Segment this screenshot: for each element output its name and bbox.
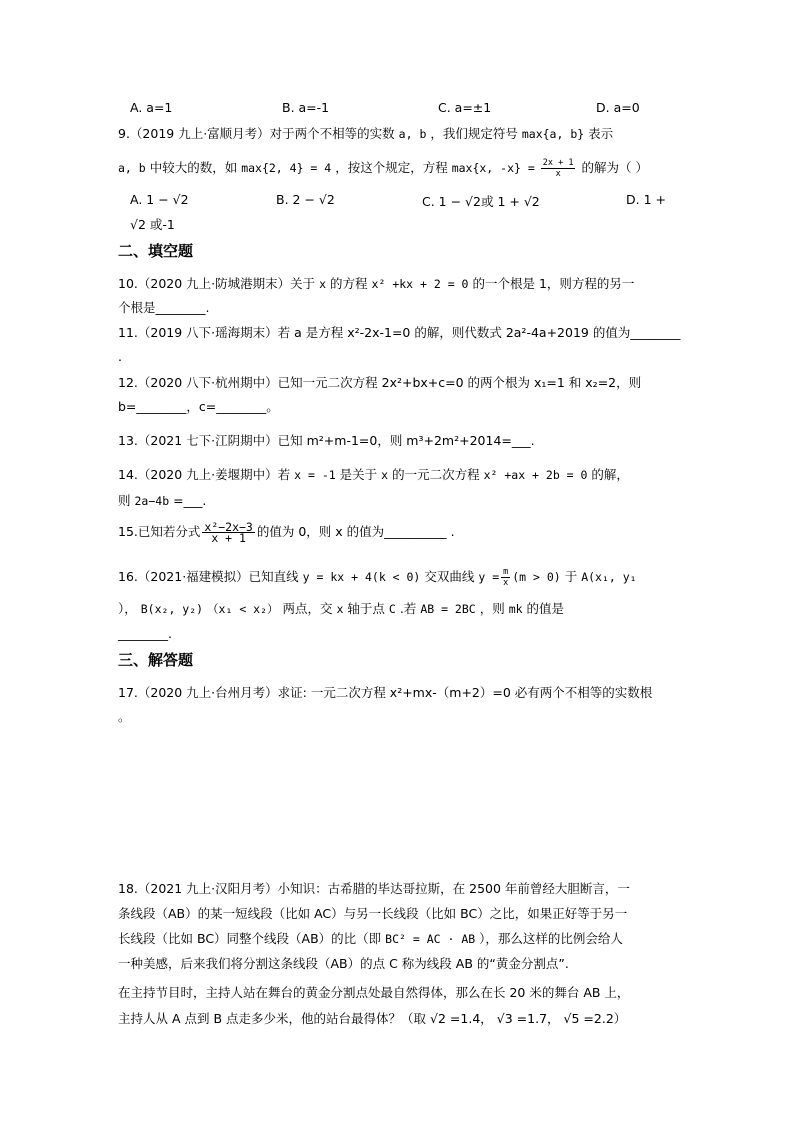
q13-line: 13.（2021 七下·江阴期中）已知 m²+m-1=0，则 m³+2m²+2014=___. bbox=[118, 433, 535, 448]
q14-x: x bbox=[381, 468, 389, 482]
q9-text-2a: 中较大的数，如 bbox=[149, 160, 238, 175]
q18-line-1: 18.（2021 九上·汉阳月考）小知识：古希腊的毕达哥拉斯，在 2500 年前曾经大胆断言，一 bbox=[118, 881, 630, 896]
q16-curve-post: (m > 0) bbox=[512, 570, 561, 584]
q15-line bbox=[118, 522, 676, 543]
q15-fraction bbox=[202, 522, 254, 543]
q9-text-2b: ，按这个规定，方程 bbox=[335, 160, 448, 175]
q9-frac-den: x bbox=[555, 169, 561, 179]
q16-curve-den: x bbox=[503, 578, 509, 588]
q18-text-3a: 长线段（比如 BC）同整个线段（AB）的比（即 bbox=[118, 931, 382, 946]
q9-line-1 bbox=[118, 125, 676, 143]
q9-options bbox=[130, 192, 690, 210]
q16-point-b: B(x₂, y₂) bbox=[140, 602, 204, 616]
q16-curve-pre: y = bbox=[478, 570, 500, 584]
q9-text-end: 表示 bbox=[588, 126, 614, 141]
q16-text-c: 于 bbox=[564, 569, 578, 584]
q9-fraction bbox=[541, 158, 576, 179]
q15-text-pre: 15.已知若分式 bbox=[118, 524, 201, 539]
section-solve: 三、解答题 bbox=[118, 651, 194, 669]
q16-line-2 bbox=[118, 600, 676, 618]
q8-option-c: C. a=±1 bbox=[438, 100, 492, 115]
q14-text-d: 的解， bbox=[591, 467, 629, 482]
q9-ab: a, b bbox=[398, 127, 427, 141]
q14-text-f: =___. bbox=[173, 493, 207, 508]
q18-text-3b: ），那么这样的比例会给人 bbox=[479, 931, 623, 946]
q18-sqrt5: √5 bbox=[563, 1011, 580, 1026]
q16-text-g: .若 bbox=[399, 601, 417, 616]
q16-x-order: （x₁ < x₂） bbox=[207, 602, 279, 616]
q18-golden-ratio-eq: BC² = AC · AB bbox=[385, 932, 476, 946]
q18-line-4: 一种美感，后来我们将分割这条线段（AB）的点 C 称为线段 AB 的“黄金分割点”. bbox=[118, 956, 569, 971]
q16-text-h: ，则 bbox=[479, 601, 505, 616]
q16-text-f: 轴于点 bbox=[347, 601, 385, 616]
q9-frac-num: 2x + 1 bbox=[542, 158, 574, 168]
q18-text-6a: 主持人从 A 点到 B 点走多少米，他的站台最得体？（取 bbox=[118, 1011, 427, 1026]
q18-line-2: 条线段（AB）的某一短线段（比如 AC）与另一长线段（比如 BC）之比，如果正好等于另一 bbox=[118, 906, 628, 921]
q9-example: max{2, 4} = 4 bbox=[241, 161, 332, 175]
q9-text: 9.（2019 九上·富顺月考）对于两个不相等的实数 bbox=[118, 126, 395, 141]
q17-line-2: 。 bbox=[118, 709, 131, 724]
q14-equation: x² +ax + 2b = 0 bbox=[483, 468, 588, 482]
q9-ab-2: a, b bbox=[118, 161, 146, 175]
q16-x: x bbox=[336, 602, 344, 616]
q9-maxab: max{a, b} bbox=[521, 127, 585, 141]
q16-text-i: 的值是 bbox=[526, 601, 565, 616]
q16-line-3: ________. bbox=[118, 626, 172, 641]
q15-text-post: 的值为 0，则 x 的值为__________ . bbox=[256, 524, 455, 539]
q16-line-1 bbox=[118, 567, 676, 588]
q9-equation: max{x, -x} = bbox=[451, 161, 535, 175]
q12-line-2: b=________，c=________。 bbox=[118, 399, 279, 414]
q14-text-b: 是关于 bbox=[339, 467, 378, 482]
q18-sqrt2-value: =1.4， bbox=[449, 1011, 493, 1026]
q18-line-3 bbox=[118, 930, 676, 948]
q16-text-a: 16.（2021·福建模拟）已知直线 bbox=[118, 569, 299, 584]
q14-text-a: 14.（2020 九上·姜堰期中）若 bbox=[118, 467, 291, 482]
q16-mk: mk bbox=[508, 602, 523, 616]
q10-text-c: 的一个根是 1，则方程的另一 bbox=[472, 276, 635, 291]
q14-condition: x = -1 bbox=[294, 468, 336, 482]
q10-text-b: 的方程 bbox=[330, 276, 368, 291]
q9-option-d: D. 1 + bbox=[626, 192, 666, 207]
q16-text-d: ）， bbox=[118, 601, 137, 616]
q8-options bbox=[130, 100, 690, 118]
section-fill-in: 二、填空题 bbox=[118, 242, 194, 260]
q10-line-2: 个根是________. bbox=[118, 300, 210, 315]
q18-line-5: 在主持节目时，主持人站在舞台的黄金分割点处最自然得体，那么在长 20 米的舞台 AB 上， bbox=[118, 985, 630, 1000]
q16-point-c: C bbox=[388, 602, 396, 616]
q10-line-1 bbox=[118, 275, 676, 293]
q9-line-2 bbox=[118, 158, 676, 179]
q16-line-eq: y = kx + 4(k < 0) bbox=[302, 570, 421, 584]
q11-line-2: . bbox=[118, 349, 122, 364]
q14-text-e: 则 bbox=[118, 493, 131, 508]
q14-text-c: 的一元二次方程 bbox=[392, 467, 480, 482]
q16-curve-fraction bbox=[501, 567, 510, 588]
q9-option-d-2: √2 或-1 bbox=[130, 217, 175, 232]
q14-expression: 2a−4b bbox=[134, 494, 170, 508]
q18-sqrt5-value: =2.2） bbox=[583, 1011, 627, 1026]
q10-text-a: 10.（2020 九上·防城港期末）关于 bbox=[118, 276, 316, 291]
q11-line-1: 11.（2019 八下·瑶海期末）若 a 是方程 x²-2x-1=0 的解，则代数式 2a²-4a+2019 的值为________ bbox=[118, 325, 681, 340]
q10-equation: x² +kx + 2 = 0 bbox=[371, 277, 469, 291]
q16-condition: AB = 2BC bbox=[420, 602, 476, 616]
q8-option-b: B. a=-1 bbox=[282, 100, 330, 115]
q14-line-1 bbox=[118, 466, 676, 484]
q18-sqrt3: √3 bbox=[496, 1011, 513, 1026]
q15-frac-den: x + 1 bbox=[211, 531, 246, 545]
q17-line-1: 17.（2020 九上·台州月考）求证: 一元二次方程 x²+mx-（m+2）=0 必有两个不相等的实数根 bbox=[118, 685, 653, 700]
q10-x: x bbox=[319, 277, 327, 291]
q12-line-1: 12.（2020 八下·杭州期中）已知一元二次方程 2x²+bx+c=0 的两个根为 x₁=1 和 x₂=2，则 bbox=[118, 375, 642, 390]
q18-sqrt2: √2 bbox=[430, 1011, 446, 1026]
q16-text-b: 交双曲线 bbox=[424, 569, 475, 584]
q16-point-a: A(x₁, y₁ bbox=[581, 570, 637, 584]
q15-frac-num: x²−2x−3 bbox=[204, 520, 253, 534]
q9-text-2c: 的解为（ ） bbox=[581, 160, 648, 175]
q18-sqrt3-value: =1.7， bbox=[516, 1011, 560, 1026]
q8-option-a: A. a=1 bbox=[130, 100, 173, 115]
q8-option-d: D. a=0 bbox=[596, 100, 640, 115]
q9-option-b: B. 2 − √2 bbox=[276, 192, 335, 207]
q9-option-d-cont bbox=[118, 216, 676, 234]
q9-option-c: C. 1 − √2或 1 + √2 bbox=[422, 194, 540, 209]
q18-line-6 bbox=[118, 1010, 676, 1028]
q16-curve-num: m bbox=[503, 567, 509, 577]
q16-text-e: 两点，交 bbox=[282, 601, 333, 616]
q9-text-mid: ，我们规定符号 bbox=[430, 126, 518, 141]
q9-option-a: A. 1 − √2 bbox=[130, 192, 189, 207]
q14-line-2 bbox=[118, 492, 676, 510]
